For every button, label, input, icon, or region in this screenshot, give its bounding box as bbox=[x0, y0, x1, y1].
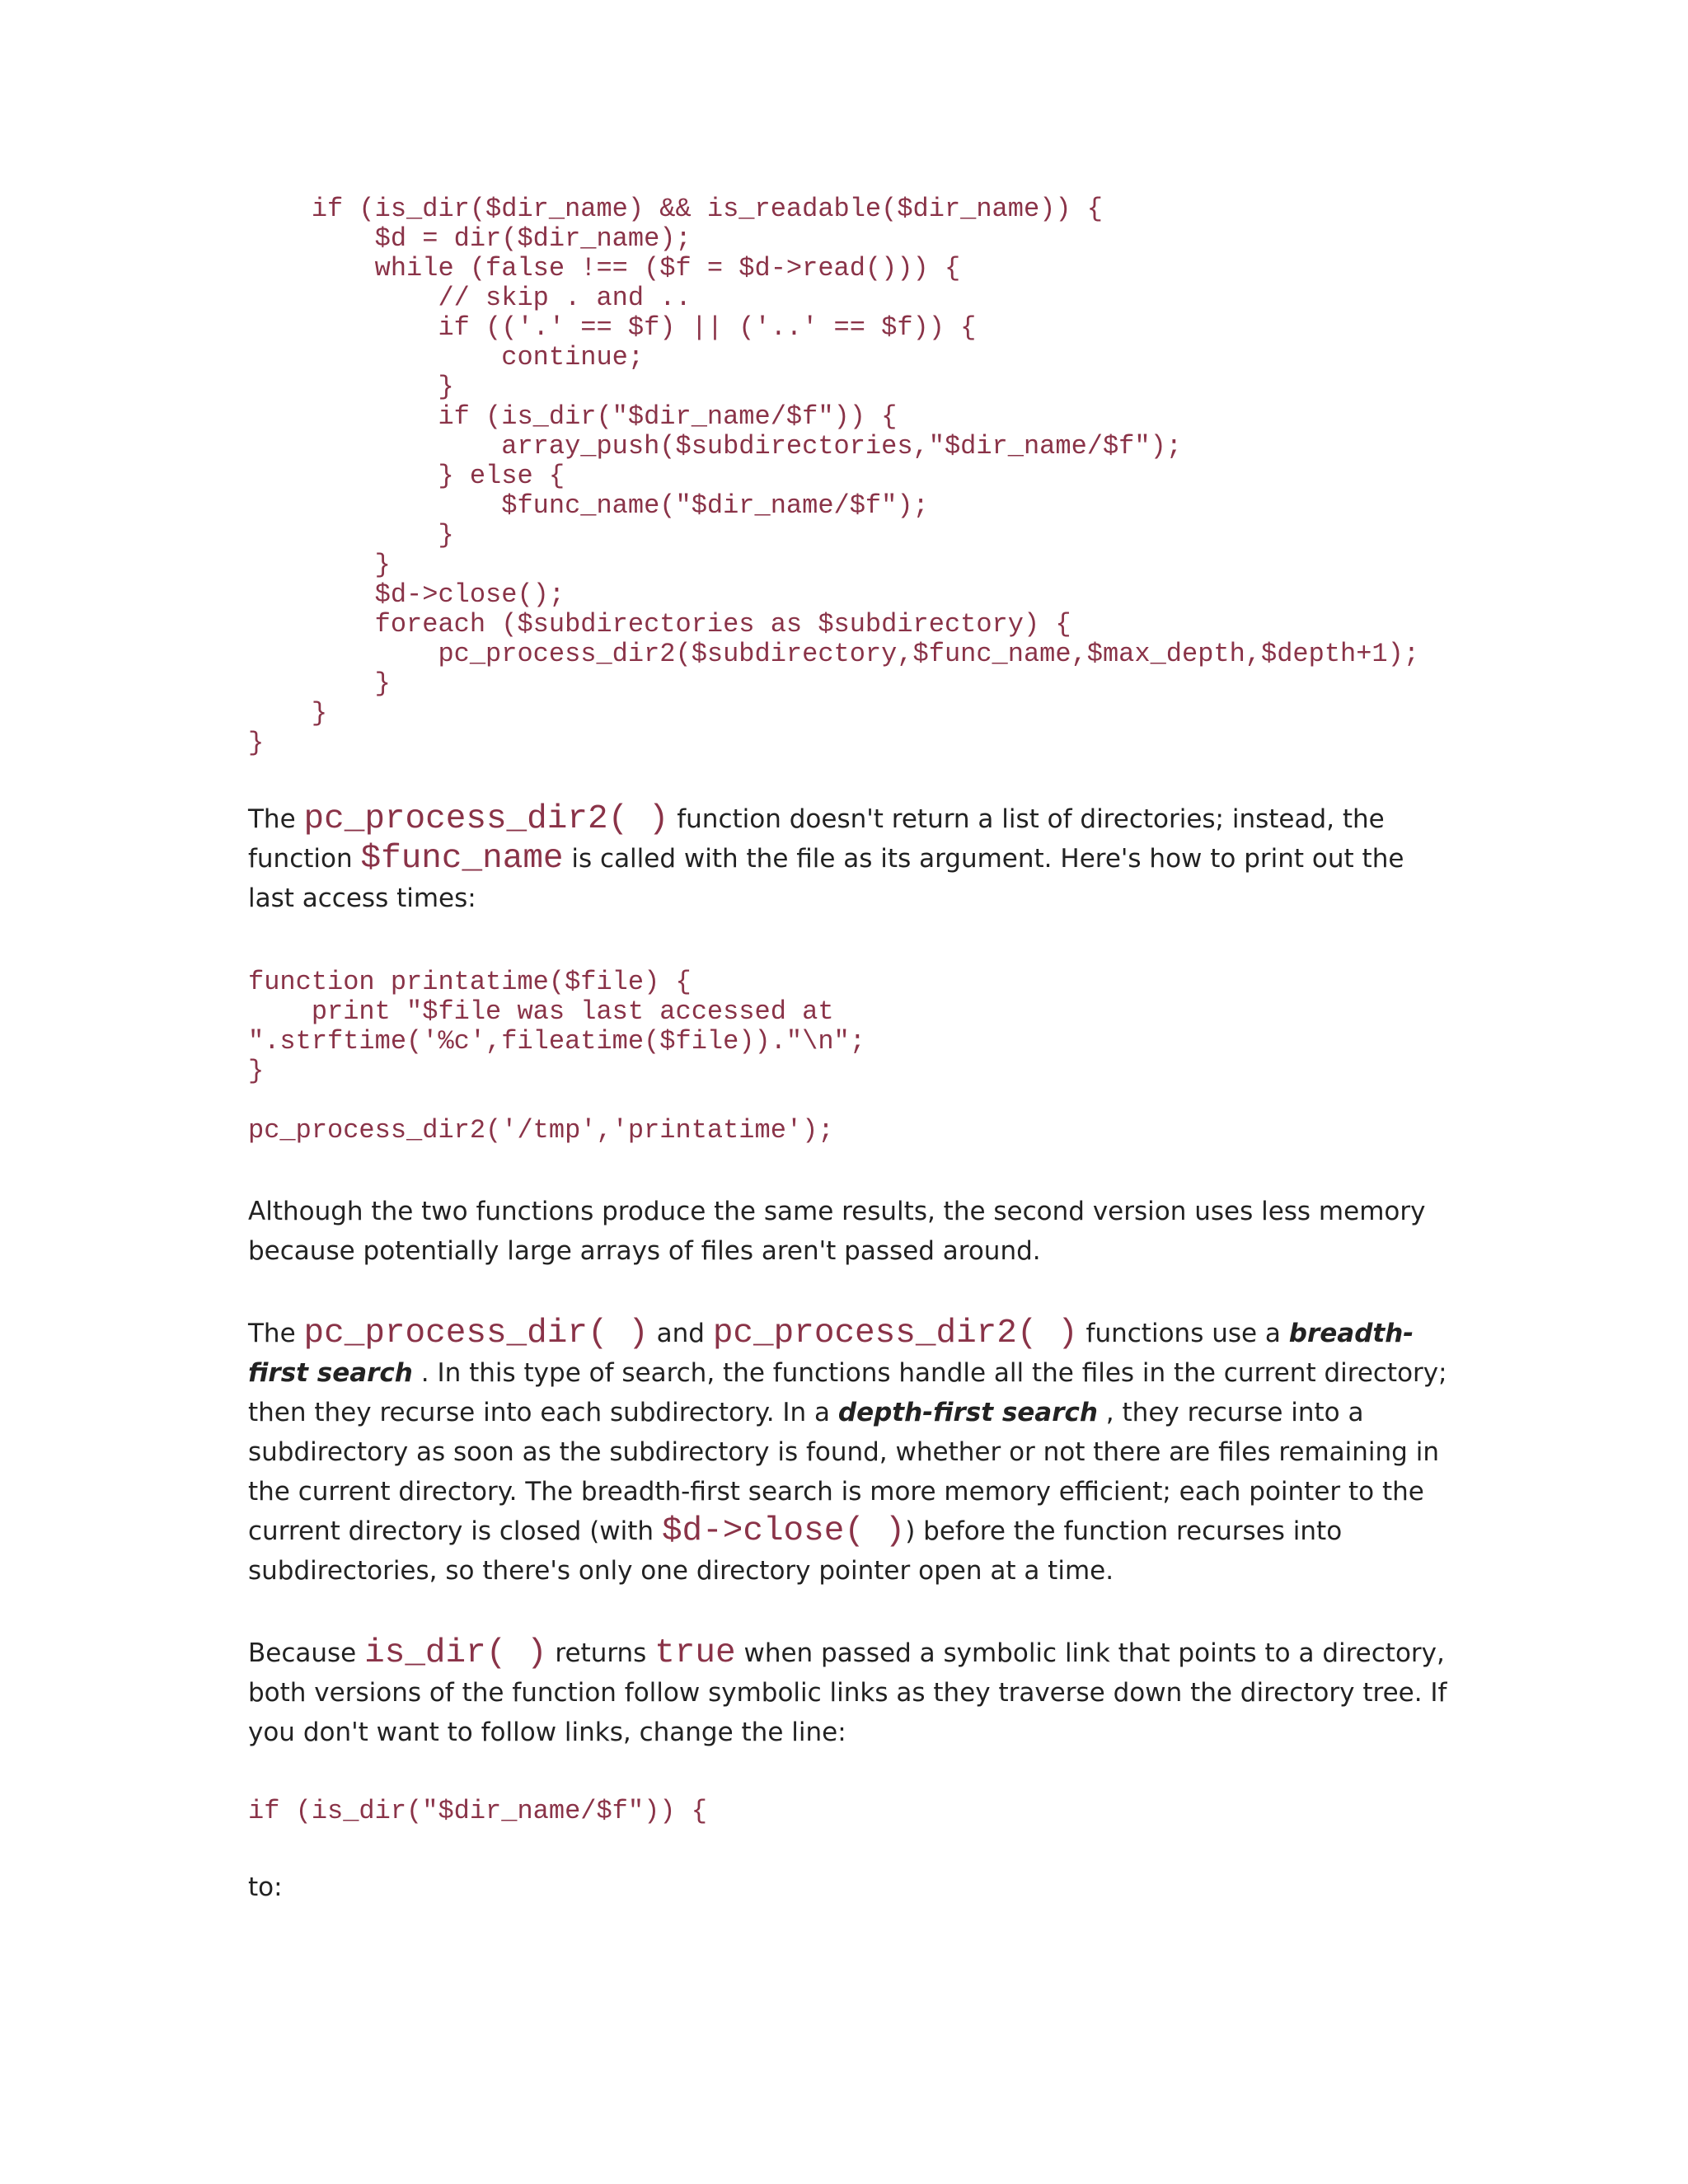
inline-code-is-dir: is_dir( ) bbox=[364, 1634, 547, 1672]
text-run: The bbox=[248, 1319, 304, 1348]
code-line: } bbox=[248, 728, 265, 758]
term-breadth-first-search: breadth-first search bbox=[248, 1319, 1414, 1388]
code-line: function printatime($file) { bbox=[248, 967, 692, 997]
text-run: , they recurse into a subdirectory as soon as the subdirectory is found, whether or not there are files remaining in the current directory. The breadth-first search is more memory efficient; each pointer to the current directory is closed (with bbox=[248, 1398, 1439, 1546]
code-line: ".strftime('%c',fileatime($file))."\n"; bbox=[248, 1026, 865, 1057]
code-line: } bbox=[248, 550, 391, 580]
text-run: and bbox=[648, 1319, 713, 1348]
code-line: } else { bbox=[248, 461, 565, 491]
inline-code-func-name: $func_name bbox=[360, 840, 564, 878]
code-line: pc_process_dir2('/tmp','printatime'); bbox=[248, 1115, 834, 1146]
code-block-printatime bbox=[248, 968, 1451, 1086]
code-block-process-dir2 bbox=[248, 194, 1451, 758]
text-run: returns bbox=[546, 1638, 655, 1668]
code-line: $func_name("$dir_name/$f"); bbox=[248, 490, 929, 521]
code-line: } bbox=[248, 520, 454, 551]
inline-code-true: true bbox=[654, 1634, 736, 1672]
code-line: if (is_dir($dir_name) && is_readable($dir_name)) { bbox=[248, 194, 1103, 224]
inline-code-pc-process-dir2: pc_process_dir2( ) bbox=[712, 1315, 1078, 1352]
inline-code-d-close: $d->close( ) bbox=[661, 1512, 906, 1550]
code-line: pc_process_dir2($subdirectory,$func_name,$max_depth,$depth+1); bbox=[248, 639, 1420, 669]
text-run: when passed a symbolic link that points to a directory, both versions of the function follow symbolic links as they traverse down the directory tree. If you don't want to follow links, change the line: bbox=[248, 1638, 1447, 1747]
paragraph-to bbox=[248, 1868, 1451, 1907]
code-line: } bbox=[248, 668, 391, 699]
code-line: } bbox=[248, 372, 454, 402]
paragraph-func-name-explanation bbox=[248, 799, 1451, 918]
code-line: } bbox=[248, 1056, 265, 1086]
paragraph-memory-note bbox=[248, 1192, 1451, 1271]
code-line: // skip . and .. bbox=[248, 283, 692, 313]
code-line: if (is_dir("$dir_name/$f")) { bbox=[248, 1796, 707, 1826]
code-line: foreach ($subdirectories as $subdirectory) { bbox=[248, 609, 1071, 640]
code-line: } bbox=[248, 698, 328, 729]
code-line: continue; bbox=[248, 342, 645, 373]
code-line: print "$file was last accessed at bbox=[248, 996, 834, 1027]
code-line: $d = dir($dir_name); bbox=[248, 223, 692, 254]
code-line: if (is_dir("$dir_name/$f")) { bbox=[248, 401, 898, 432]
text-run: Because bbox=[248, 1638, 365, 1668]
text-run: functions use a bbox=[1077, 1319, 1289, 1348]
code-line: while (false !== ($f = $d->read())) { bbox=[248, 253, 961, 284]
text-run: function doesn't return a list of directories; instead, the function bbox=[248, 804, 1385, 874]
text-run: to: bbox=[248, 1872, 283, 1902]
text-run: Although the two functions produce the same results, the second version uses less memory because potentially large arrays of files aren't passed around. bbox=[248, 1197, 1426, 1266]
text-run: is called with the file as its argument. Here's how to print out the last access times: bbox=[248, 844, 1404, 913]
inline-code-pc-process-dir: pc_process_dir( ) bbox=[303, 1315, 649, 1352]
text-run: . In this type of search, the functions handle all the files in the current directory; then they recurse into each subdirectory. In a bbox=[248, 1358, 1447, 1427]
code-line: if (('.' == $f) || ('..' == $f)) { bbox=[248, 312, 977, 343]
paragraph-symbolic-links bbox=[248, 1633, 1451, 1752]
inline-code-pc-process-dir2: pc_process_dir2( ) bbox=[303, 800, 669, 838]
paragraph-search-strategy bbox=[248, 1314, 1451, 1591]
code-block-call-example bbox=[248, 1116, 1451, 1146]
text-run: The bbox=[248, 804, 304, 834]
term-depth-first-search: depth-first search bbox=[837, 1398, 1098, 1427]
document-page bbox=[248, 194, 1451, 1907]
code-line: $d->close(); bbox=[248, 579, 565, 610]
code-block-is-dir-line bbox=[248, 1797, 1451, 1826]
code-line: array_push($subdirectories,"$dir_name/$f"); bbox=[248, 431, 1182, 462]
text-run: ) before the function recurses into subdirectories, so there's only one directory pointer open at a time. bbox=[248, 1516, 1343, 1586]
